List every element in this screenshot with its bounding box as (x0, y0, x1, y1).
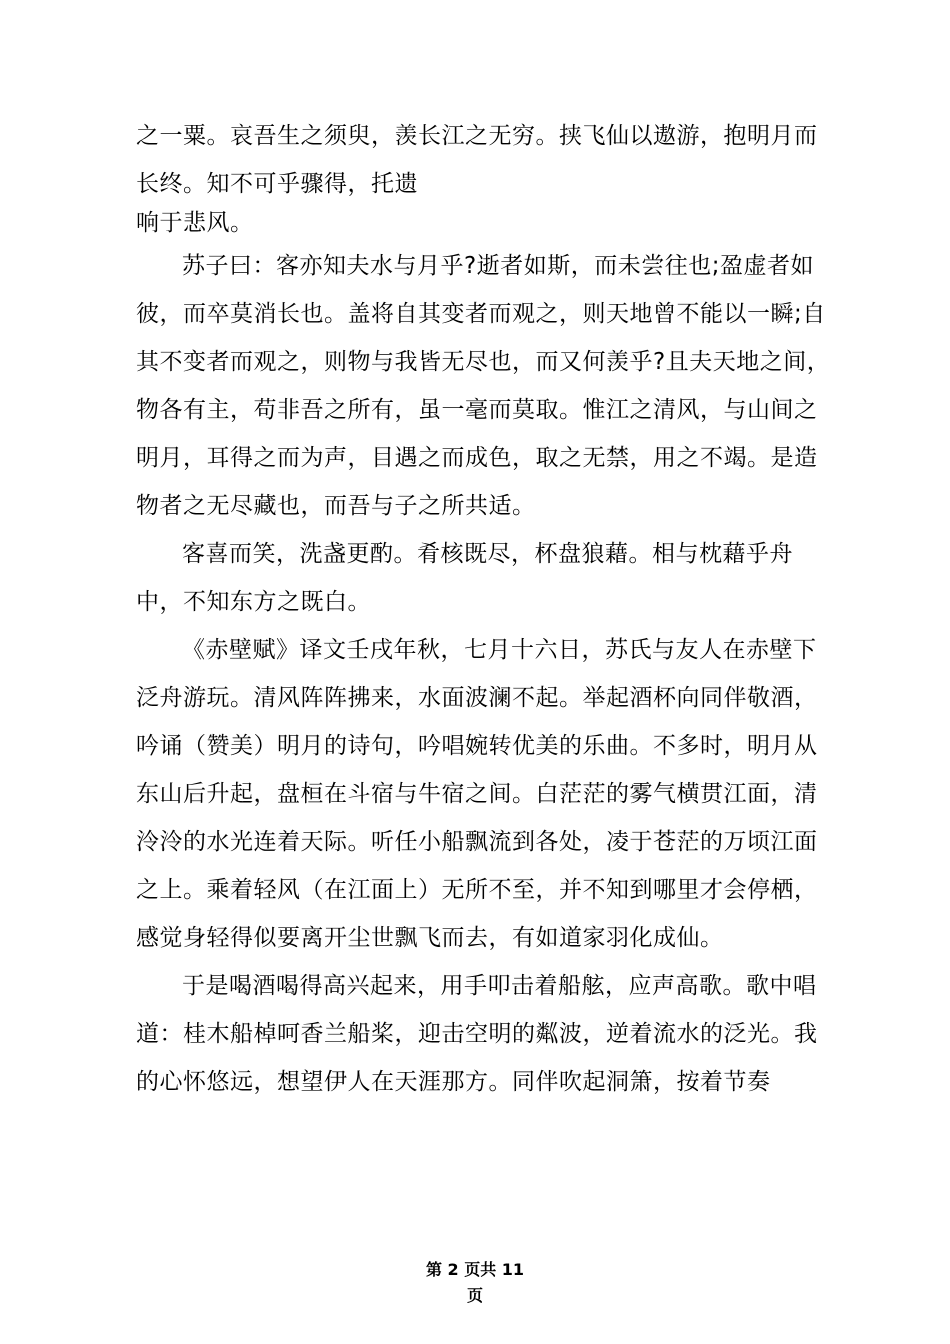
page-number-line-2: 页 (466, 1286, 483, 1305)
page-number-line-1: 第 2 页共 11 (425, 1260, 525, 1279)
paragraph-continued: 之一粟。哀吾生之须臾，羡长江之无穷。挟飞仙以遨游，抱明月而长终。知不可乎骤得，托遗 (136, 123, 818, 197)
paragraph-translation-song: 于是喝酒喝得高兴起来，用手叩击着船舷，应声高歌。歌中唱道：桂木船棹呵香兰船桨，迎击空明的粼波，逆着流水的泛光。我的心怀悠远，想望伊人在天涯那方。同伴吹起洞箫，按着节奏 (136, 973, 818, 1095)
body-text (136, 112, 836, 1106)
paragraph-continued-tail: 响于悲风。 (136, 210, 254, 236)
paragraph-translation-intro: 《赤壁赋》译文壬戌年秋，七月十六日，苏氏与友人在赤壁下泛舟游玩。清风阵阵拂来，水面波澜不起。举起酒杯向同伴敬酒，吟诵（赞美）明月的诗句，吟唱婉转优美的乐曲。不多时，明月从东山后升起，盘桓在斗宿与牛宿之间。白茫茫的雾气横贯江面，清泠泠的水光连着天际。听任小船飘流到各处，凌于苍茫的万顷江面之上。乘着轻风（在江面上）无所不至，并不知到哪里才会停栖，感觉身轻得似要离开尘世飘飞而去，有如道家羽化成仙。 (136, 637, 818, 951)
paragraph-ke-xi: 客喜而笑，洗盏更酌。肴核既尽，杯盘狼藉。相与枕藉乎舟中，不知东方之既白。 (136, 541, 793, 615)
page-number (0, 1257, 950, 1309)
paragraph-sushi-yue: 苏子曰：客亦知夫水与月乎?逝者如斯，而未尝往也;盈虚者如彼，而卒莫消长也。盖将自其变者而观之，则天地曾不能以一瞬;自其不变者而观之，则物与我皆无尽也，而又何羡乎?且夫天地之间，物各有主，苟非吾之所有，虽一毫而莫取。惟江之清风，与山间之明月，耳得之而为声，目遇之而成色，取之无禁，用之不竭。是造物者之无尽藏也，而吾与子之所共适。 (136, 253, 831, 519)
